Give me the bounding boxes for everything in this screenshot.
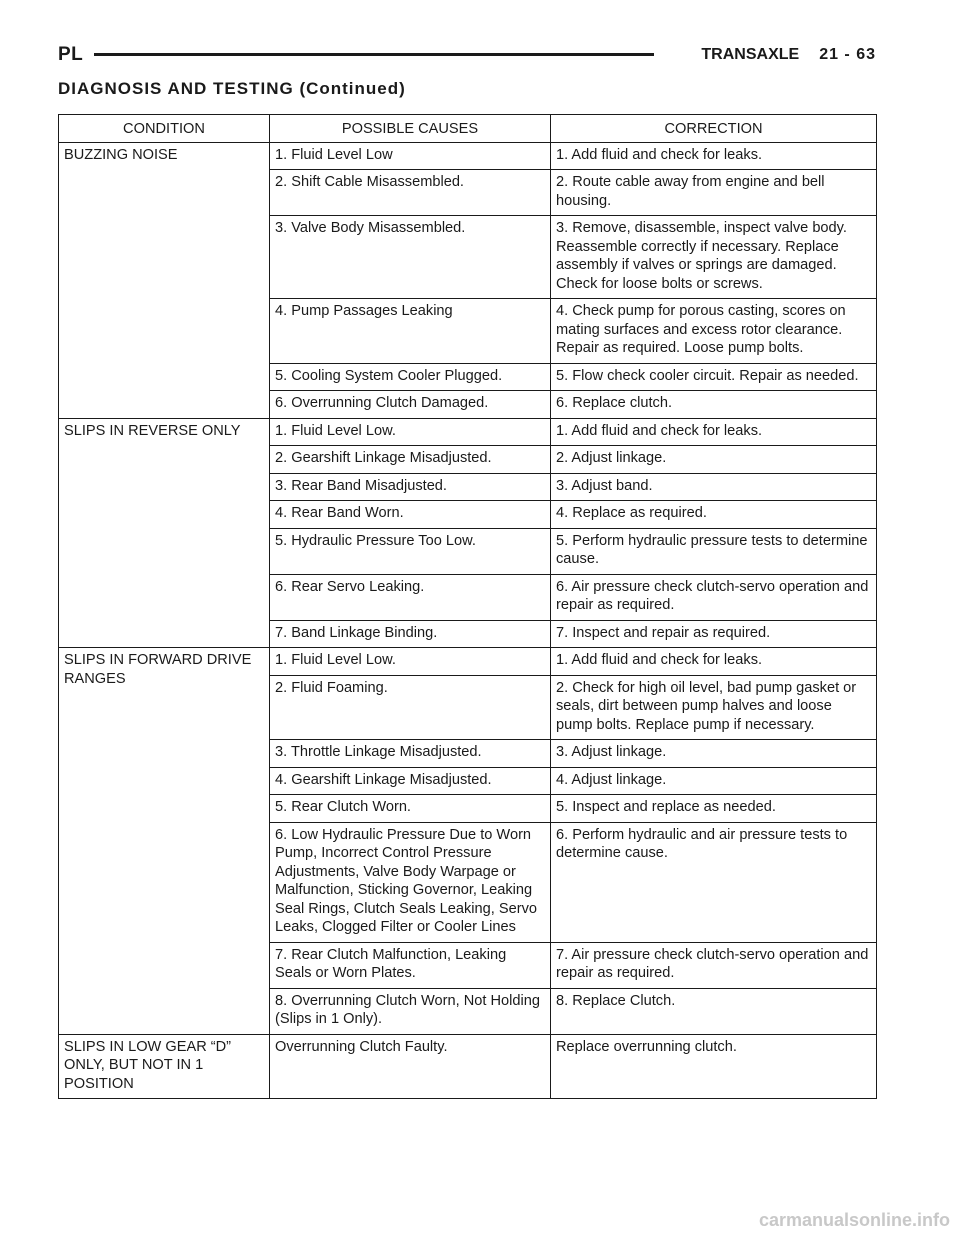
table-row (59, 648, 877, 676)
correction-cell: 2. Check for high oil level, bad pump gasket or seals, dirt between pump halves and loose pump bolts. Replace pump if necessary. (551, 675, 877, 740)
cause-cell: 1. Fluid Level Low. (270, 418, 551, 446)
correction-cell: 4. Check pump for porous casting, scores on mating surfaces and excess rotor clearance. Repair as required. Loose pump bolts. (551, 299, 877, 364)
section-name: TRANSAXLE (701, 46, 800, 63)
cause-cell: 3. Throttle Linkage Misadjusted. (270, 740, 551, 768)
correction-cell: 3. Remove, disassemble, inspect valve body. Reassemble correctly if necessary. Replace assembly if valves or springs are damaged. Check for loose bolts or screws. (551, 216, 877, 299)
correction-cell: 1. Add fluid and check for leaks. (551, 142, 877, 170)
condition-cell: SLIPS IN LOW GEAR “D” ONLY, BUT NOT IN 1 POSITION (59, 1034, 270, 1099)
correction-cell: 4. Replace as required. (551, 501, 877, 529)
correction-cell: 2. Route cable away from engine and bell housing. (551, 170, 877, 216)
cause-cell: 5. Hydraulic Pressure Too Low. (270, 528, 551, 574)
cause-cell: 4. Pump Passages Leaking (270, 299, 551, 364)
correction-cell: 8. Replace Clutch. (551, 988, 877, 1034)
cause-cell: 3. Valve Body Misassembled. (270, 216, 551, 299)
watermark: carmanualsonline.info (758, 1210, 950, 1230)
diagnosis-table (58, 114, 877, 1099)
column-header-condition: CONDITION (59, 115, 270, 143)
correction-cell: 2. Adjust linkage. (551, 446, 877, 474)
correction-cell: 7. Inspect and repair as required. (551, 620, 877, 648)
cause-cell: 6. Low Hydraulic Pressure Due to Worn Pump, Incorrect Control Pressure Adjustments, Valve Body Warpage or Malfunction, Sticking Governor, Leaking Seal Rings, Clutch Seals Leaking, Servo Leaks, Clogged Filter or Cooler Lines (270, 822, 551, 942)
cause-cell: 1. Fluid Level Low (270, 142, 551, 170)
correction-cell: 1. Add fluid and check for leaks. (551, 648, 877, 676)
header-rule (94, 53, 654, 56)
cause-cell: 2. Gearshift Linkage Misadjusted. (270, 446, 551, 474)
header-right (701, 43, 876, 67)
correction-cell: 6. Air pressure check clutch-servo operation and repair as required. (551, 574, 877, 620)
table-row (59, 418, 877, 446)
page-number: 21 - 63 (819, 46, 876, 63)
table-row (59, 1034, 877, 1099)
correction-cell: 6. Perform hydraulic and air pressure tests to determine cause. (551, 822, 877, 942)
cause-cell: 7. Band Linkage Binding. (270, 620, 551, 648)
column-header-causes: POSSIBLE CAUSES (270, 115, 551, 143)
correction-cell: 3. Adjust linkage. (551, 740, 877, 768)
cause-cell: 6. Overrunning Clutch Damaged. (270, 391, 551, 419)
cause-cell: 5. Cooling System Cooler Plugged. (270, 363, 551, 391)
condition-cell: SLIPS IN FORWARD DRIVE RANGES (59, 648, 270, 1035)
condition-cell: SLIPS IN REVERSE ONLY (59, 418, 270, 648)
correction-cell: 3. Adjust band. (551, 473, 877, 501)
correction-cell: 5. Perform hydraulic pressure tests to determine cause. (551, 528, 877, 574)
cause-cell: 2. Shift Cable Misassembled. (270, 170, 551, 216)
correction-cell: 7. Air pressure check clutch-servo operation and repair as required. (551, 942, 877, 988)
cause-cell: 7. Rear Clutch Malfunction, Leaking Seals or Worn Plates. (270, 942, 551, 988)
correction-cell: 1. Add fluid and check for leaks. (551, 418, 877, 446)
cause-cell: 3. Rear Band Misadjusted. (270, 473, 551, 501)
correction-cell: 5. Flow check cooler circuit. Repair as needed. (551, 363, 877, 391)
table-body (59, 142, 877, 1099)
cause-cell: 8. Overrunning Clutch Worn, Not Holding (Slips in 1 Only). (270, 988, 551, 1034)
correction-cell: 5. Inspect and replace as needed. (551, 795, 877, 823)
correction-cell: Replace overrunning clutch. (551, 1034, 877, 1099)
cause-cell: 1. Fluid Level Low. (270, 648, 551, 676)
cause-cell: 4. Rear Band Worn. (270, 501, 551, 529)
section-title: DIAGNOSIS AND TESTING (Continued) (58, 79, 406, 98)
correction-cell: 4. Adjust linkage. (551, 767, 877, 795)
page-header (58, 43, 876, 67)
table-row (59, 142, 877, 170)
column-header-correction: CORRECTION (551, 115, 877, 143)
condition-cell: BUZZING NOISE (59, 142, 270, 418)
vehicle-code: PL (58, 44, 84, 65)
cause-cell: 5. Rear Clutch Worn. (270, 795, 551, 823)
cause-cell: Overrunning Clutch Faulty. (270, 1034, 551, 1099)
cause-cell: 4. Gearshift Linkage Misadjusted. (270, 767, 551, 795)
correction-cell: 6. Replace clutch. (551, 391, 877, 419)
cause-cell: 2. Fluid Foaming. (270, 675, 551, 740)
cause-cell: 6. Rear Servo Leaking. (270, 574, 551, 620)
table-header-row (59, 115, 877, 143)
